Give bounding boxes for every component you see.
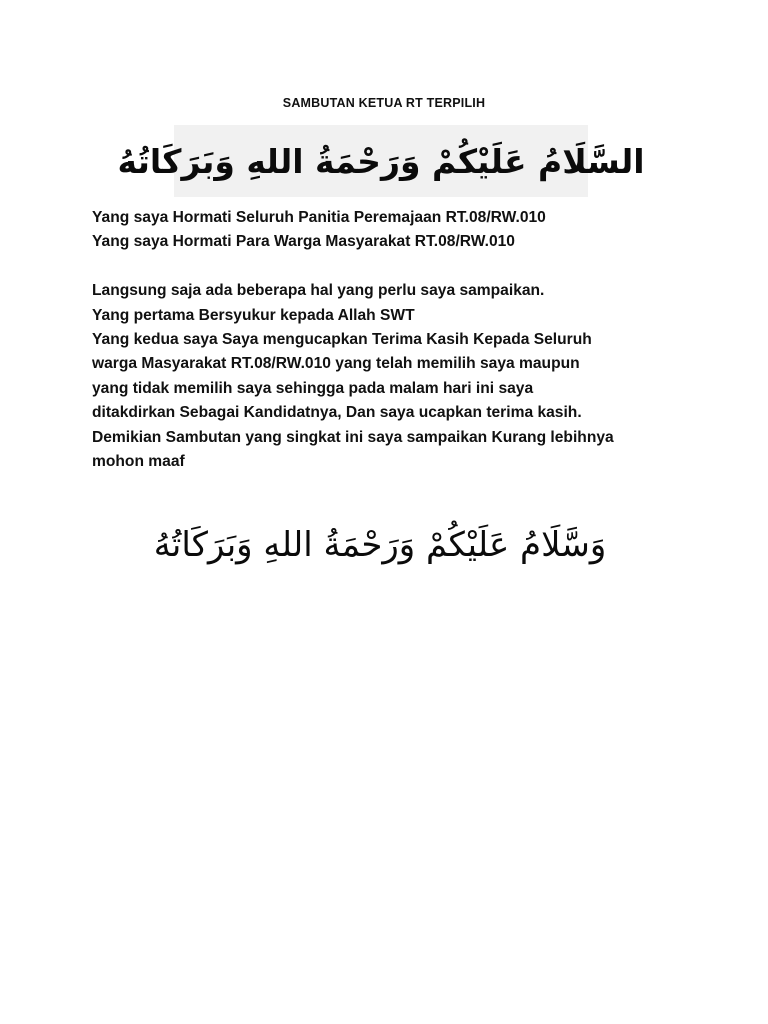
- paragraph-line: mohon maaf: [92, 453, 185, 471]
- paragraph-line: Demikian Sambutan yang singkat ini saya sampaikan Kurang lebihnya: [92, 428, 614, 446]
- opening-salam-calligraphy: [117, 125, 645, 197]
- paragraph-line: yang tidak memilih saya sehingga pada malam hari ini saya: [92, 379, 534, 397]
- speech-body: [92, 206, 692, 474]
- greeting-line: Yang saya Hormati Para Warga Masyarakat RT.08/RW.010: [92, 233, 515, 251]
- closing-salam-calligraphy: [100, 510, 660, 580]
- paragraph-line: ditakdirkan Sebagai Kandidatnya, Dan saya ucapkan terima kasih.: [92, 404, 582, 422]
- closing-salam-text: وَسَّلَامُ عَلَيْكُمْ وَرَحْمَةُ اللهِ وَبَرَكَاتُهُ: [153, 525, 607, 565]
- paragraph-line: warga Masyarakat RT.08/RW.010 yang telah memilih saya maupun: [92, 355, 580, 373]
- document-title: SAMBUTAN KETUA RT TERPILIH: [282, 96, 486, 110]
- paragraph-gap: [92, 255, 692, 279]
- paragraph-line: Langsung saja ada beberapa hal yang perlu saya sampaikan.: [92, 282, 545, 300]
- paragraph-line: Yang pertama Bersyukur kepada Allah SWT: [92, 306, 415, 324]
- greeting-line: Yang saya Hormati Seluruh Panitia Peremajaan RT.08/RW.010: [92, 209, 546, 226]
- opening-salam-text: السَّلَامُ عَلَيْكُمْ وَرَحْمَةُ اللهِ وَبَرَكَاتُهُ: [117, 141, 645, 181]
- paragraph-line: Yang kedua saya Saya mengucapkan Terima Kasih Kepada Seluruh: [92, 331, 592, 349]
